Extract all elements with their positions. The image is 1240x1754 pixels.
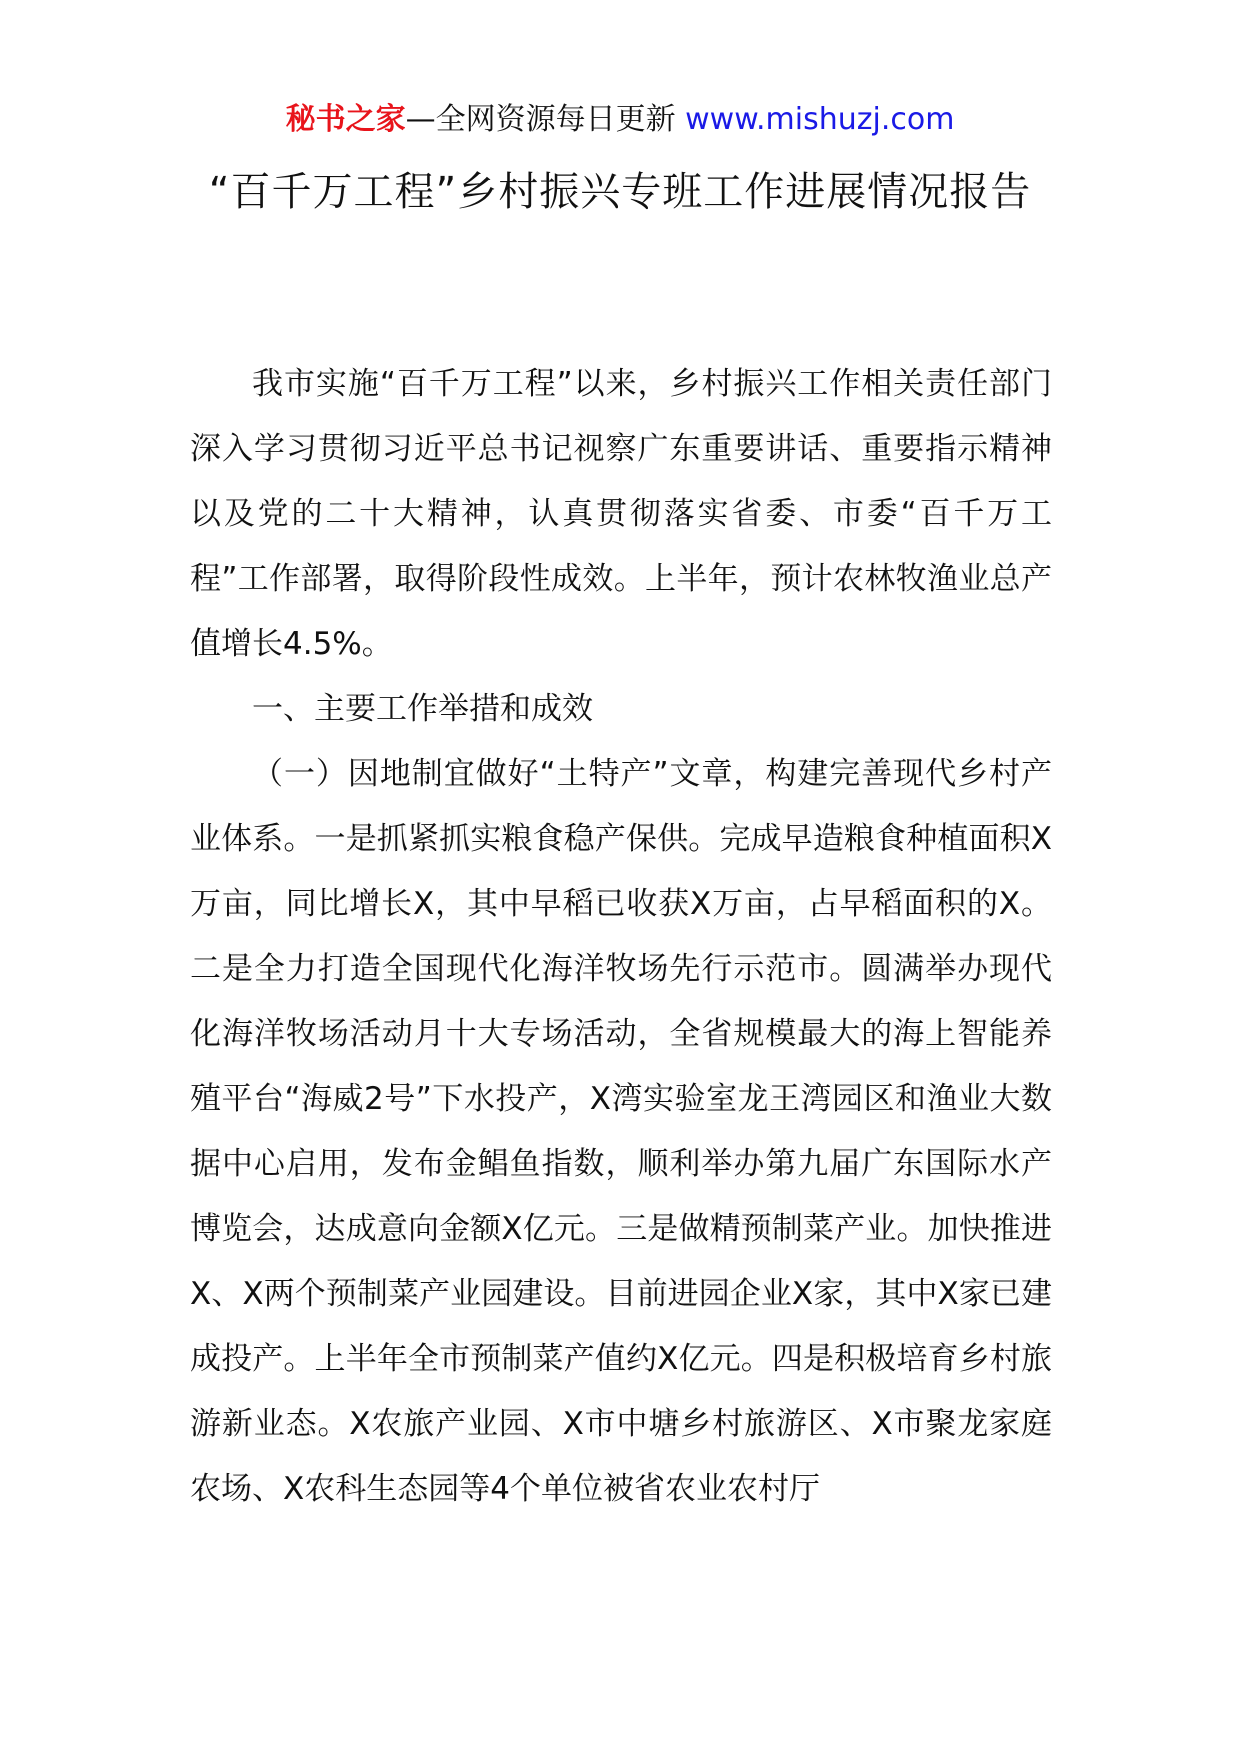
website-link[interactable]: www.mishuzj.com: [685, 102, 955, 137]
brand-name: 秘书之家: [285, 102, 406, 137]
header-banner: [0, 100, 1240, 140]
header-tagline: —全网资源每日更新: [405, 102, 676, 137]
document-title: “百千万工程”乡村振兴专班工作进展情况报告: [208, 169, 1032, 215]
section-heading: 一、主要工作举措和成效: [252, 691, 593, 727]
paragraph-intro: 我市实施“百千万工程”以来，乡村振兴工作相关责任部门深入学习贯彻习近平总书记视察广东重要讲话、重要指示精神以及党的二十大精神，认真贯彻落实省委、市委“百千万工程”工作部署，取得阶段性成效。上半年，预计农林牧渔业总产值增长4.5%。: [190, 366, 1052, 662]
document-body: [190, 352, 1052, 1522]
paragraph-section-1: （一）因地制宜做好“土特产”文章，构建完善现代乡村产业体系。一是抓紧抓实粮食稳产保供。完成早造粮食种植面积X万亩，同比增长X，其中早稻已收获X万亩，占早稻面积的X。二是全力打造全国现代化海洋牧场先行示范市。圆满举办现代化海洋牧场活动月十大专场活动，全省规模最大的海上智能养殖平台“海威2号”下水投产，X湾实验室龙王湾园区和渔业大数据中心启用，发布金鲳鱼指数，顺利举办第九届广东国际水产博览会，达成意向金额X亿元。三是做精预制菜产业。加快推进X、X两个预制菜产业园建设。目前进园企业X家，其中X家已建成投产。上半年全市预制菜产值约X亿元。四是积极培育乡村旅游新业态。X农旅产业园、X市中塘乡村旅游区、X市聚龙家庭农场、X农科生态园等4个单位被省农业农村厅: [190, 756, 1052, 1507]
